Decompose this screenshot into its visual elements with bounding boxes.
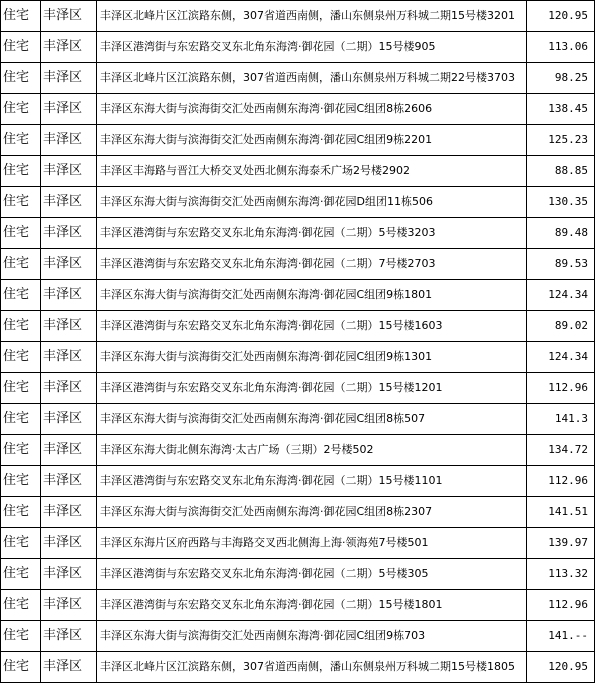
property-type-cell: 住宅 (1, 559, 41, 590)
district-cell: 丰泽区 (41, 280, 97, 311)
area-cell: 130.35 (527, 187, 595, 218)
address-cell: 丰泽区东海大街北侧东海湾·太古广场（三期）2号楼502 (97, 435, 527, 466)
area-cell: 112.96 (527, 590, 595, 621)
area-cell: 113.32 (527, 559, 595, 590)
district-cell: 丰泽区 (41, 94, 97, 125)
table-row (1, 497, 595, 528)
table-row (1, 187, 595, 218)
area-cell: 98.25 (527, 63, 595, 94)
address-cell: 丰泽区东海大街与滨海街交汇处西南侧东海湾·御花园C组团8栋2606 (97, 94, 527, 125)
address-cell: 丰泽区港湾街与东宏路交叉东北角东海湾·御花园（二期）5号楼305 (97, 559, 527, 590)
table-row (1, 32, 595, 63)
property-type-cell: 住宅 (1, 652, 41, 683)
district-cell: 丰泽区 (41, 652, 97, 683)
property-type-cell: 住宅 (1, 528, 41, 559)
property-type-cell: 住宅 (1, 590, 41, 621)
table-body (1, 1, 595, 683)
table-row (1, 435, 595, 466)
district-cell: 丰泽区 (41, 404, 97, 435)
address-cell: 丰泽区北峰片区江滨路东侧，307省道西南侧，潘山东侧泉州万科城二期15号楼1805 (97, 652, 527, 683)
area-cell: 88.85 (527, 156, 595, 187)
address-cell: 丰泽区港湾街与东宏路交叉东北角东海湾·御花园（二期）5号楼3203 (97, 218, 527, 249)
address-cell: 丰泽区东海大街与滨海街交汇处西南侧东海湾·御花园D组团11栋506 (97, 187, 527, 218)
table-row (1, 652, 595, 683)
property-type-cell: 住宅 (1, 63, 41, 94)
area-cell: 89.48 (527, 218, 595, 249)
area-cell: 141.51 (527, 497, 595, 528)
address-cell: 丰泽区东海大街与滨海街交汇处西南侧东海湾·御花园C组团9栋1801 (97, 280, 527, 311)
area-cell: 89.02 (527, 311, 595, 342)
address-cell: 丰泽区东海大街与滨海街交汇处西南侧东海湾·御花园C组团8栋2307 (97, 497, 527, 528)
area-cell: 112.96 (527, 373, 595, 404)
address-cell: 丰泽区东海片区府西路与丰海路交叉西北侧海上海·领海苑7号楼501 (97, 528, 527, 559)
area-cell: 124.34 (527, 280, 595, 311)
address-cell: 丰泽区港湾街与东宏路交叉东北角东海湾·御花园（二期）15号楼1603 (97, 311, 527, 342)
property-type-cell: 住宅 (1, 125, 41, 156)
district-cell: 丰泽区 (41, 1, 97, 32)
area-cell: 134.72 (527, 435, 595, 466)
district-cell: 丰泽区 (41, 156, 97, 187)
table-row (1, 218, 595, 249)
property-type-cell: 住宅 (1, 342, 41, 373)
area-cell: 139.97 (527, 528, 595, 559)
table-row (1, 156, 595, 187)
table-row (1, 63, 595, 94)
property-type-cell: 住宅 (1, 249, 41, 280)
district-cell: 丰泽区 (41, 187, 97, 218)
address-cell: 丰泽区丰海路与晋江大桥交叉处西北侧东海泰禾广场2号楼2902 (97, 156, 527, 187)
property-type-cell: 住宅 (1, 280, 41, 311)
district-cell: 丰泽区 (41, 249, 97, 280)
district-cell: 丰泽区 (41, 621, 97, 652)
district-cell: 丰泽区 (41, 435, 97, 466)
address-cell: 丰泽区北峰片区江滨路东侧，307省道西南侧，潘山东侧泉州万科城二期15号楼3201 (97, 1, 527, 32)
table-row (1, 342, 595, 373)
area-cell: 113.06 (527, 32, 595, 63)
district-cell: 丰泽区 (41, 528, 97, 559)
district-cell: 丰泽区 (41, 497, 97, 528)
area-cell: 112.96 (527, 466, 595, 497)
property-type-cell: 住宅 (1, 187, 41, 218)
area-cell: 125.23 (527, 125, 595, 156)
property-type-cell: 住宅 (1, 466, 41, 497)
district-cell: 丰泽区 (41, 311, 97, 342)
property-type-cell: 住宅 (1, 156, 41, 187)
property-type-cell: 住宅 (1, 621, 41, 652)
address-cell: 丰泽区东海大街与滨海街交汇处西南侧东海湾·御花园C组团9栋703 (97, 621, 527, 652)
area-cell: 120.95 (527, 1, 595, 32)
property-type-cell: 住宅 (1, 94, 41, 125)
district-cell: 丰泽区 (41, 559, 97, 590)
table-row (1, 94, 595, 125)
address-cell: 丰泽区港湾街与东宏路交叉东北角东海湾·御花园（二期）15号楼1801 (97, 590, 527, 621)
table-row (1, 311, 595, 342)
property-type-cell: 住宅 (1, 497, 41, 528)
table-row (1, 280, 595, 311)
address-cell: 丰泽区东海大街与滨海街交汇处西南侧东海湾·御花园C组团9栋2201 (97, 125, 527, 156)
address-cell: 丰泽区东海大街与滨海街交汇处西南侧东海湾·御花园C组团8栋507 (97, 404, 527, 435)
area-cell: 89.53 (527, 249, 595, 280)
table-row (1, 249, 595, 280)
district-cell: 丰泽区 (41, 373, 97, 404)
property-type-cell: 住宅 (1, 32, 41, 63)
district-cell: 丰泽区 (41, 466, 97, 497)
district-cell: 丰泽区 (41, 63, 97, 94)
area-cell: 120.95 (527, 652, 595, 683)
address-cell: 丰泽区港湾街与东宏路交叉东北角东海湾·御花园（二期）15号楼905 (97, 32, 527, 63)
address-cell: 丰泽区港湾街与东宏路交叉东北角东海湾·御花园（二期）7号楼2703 (97, 249, 527, 280)
table-row (1, 1, 595, 32)
property-type-cell: 住宅 (1, 311, 41, 342)
property-type-cell: 住宅 (1, 404, 41, 435)
area-cell: 141.-- (527, 621, 595, 652)
area-cell: 138.45 (527, 94, 595, 125)
district-cell: 丰泽区 (41, 32, 97, 63)
district-cell: 丰泽区 (41, 590, 97, 621)
table-row (1, 404, 595, 435)
area-cell: 124.34 (527, 342, 595, 373)
table-row (1, 466, 595, 497)
property-type-cell: 住宅 (1, 435, 41, 466)
table-row (1, 590, 595, 621)
district-cell: 丰泽区 (41, 342, 97, 373)
table-row (1, 528, 595, 559)
address-cell: 丰泽区北峰片区江滨路东侧，307省道西南侧，潘山东侧泉州万科城二期22号楼3703 (97, 63, 527, 94)
table-row (1, 373, 595, 404)
address-cell: 丰泽区东海大街与滨海街交汇处西南侧东海湾·御花园C组团9栋1301 (97, 342, 527, 373)
address-cell: 丰泽区港湾街与东宏路交叉东北角东海湾·御花园（二期）15号楼1101 (97, 466, 527, 497)
property-type-cell: 住宅 (1, 218, 41, 249)
address-cell: 丰泽区港湾街与东宏路交叉东北角东海湾·御花园（二期）15号楼1201 (97, 373, 527, 404)
table-row (1, 125, 595, 156)
table-row (1, 621, 595, 652)
property-type-cell: 住宅 (1, 373, 41, 404)
district-cell: 丰泽区 (41, 125, 97, 156)
area-cell: 141.3 (527, 404, 595, 435)
table-row (1, 559, 595, 590)
property-type-cell: 住宅 (1, 1, 41, 32)
district-cell: 丰泽区 (41, 218, 97, 249)
